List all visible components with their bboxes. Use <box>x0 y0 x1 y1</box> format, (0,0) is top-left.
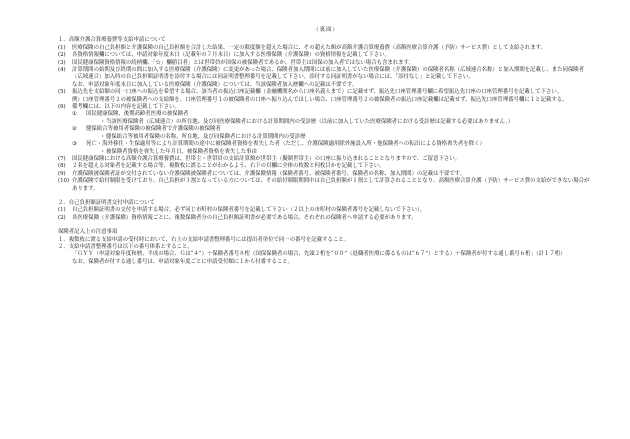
note-2-format: 「ＧＹＹ（申請対象年度和暦、平成の場合、Ｇは“４”）＋保険者番号８桁（国保保険者の場合、先頭２桁を“００”（退職者医療に係るものは“６７”）とする）＋保険者が付する通し番号６桁」（計１７桁） <box>72 251 566 258</box>
item-1-6-c-bullet <box>58 149 594 156</box>
section-2 <box>58 200 594 222</box>
item-1-3 <box>58 60 594 67</box>
item-text: 国民健康保険における高額介護合算療養費は、世帯主・世帯員の支給計算額が世帯主（擬制世帯主）の口座に振り込まれることとなりますので、ご留意下さい。 <box>72 155 461 162</box>
item-number: (1) <box>58 207 66 214</box>
item-text: 備考欄には、以下の内容を記載して下さい。 <box>72 104 180 111</box>
item-1-5-example: 例）口座管理番号２の被保険者への支給額を、口座管理番号１の被保険者の口座へ振り込んでほしい場合、口座管理番号２の被保険者の振込口座記載欄は記載せず、振込先口座管理番号欄に１と記載する。 <box>72 96 568 103</box>
item-number: (10) <box>58 178 70 185</box>
section-2-heading: ２．自己負担額証明書交付申請について <box>58 199 155 206</box>
item-1-6-c <box>58 141 594 148</box>
section-1-heading: １．高額介護合算療養費等支給申請について <box>58 37 166 44</box>
item-number: (4) <box>58 67 66 74</box>
page-title: （裏面） <box>313 27 339 33</box>
sub-text: 国民健康保険、後期高齢者医療の被保険者 <box>86 111 189 118</box>
item-number: (3) <box>58 59 66 66</box>
item-text: 振込先を支給額の同一口座への振込を希望する場合、該当者の振込口座記載欄（金融機関名から口座名義人まで）に記載せず、振込先口座管理番号欄に希望振込先口座の口座管理番号を記載して下さい。 <box>72 89 563 96</box>
item-number: (5) <box>58 89 66 96</box>
item-text: 医療保険の自己負担額と介護保険の自己負担額を合計した結果、一定の限度額を超えた場合に、その超えた額が高額介護合算療養費（高額医療合算介護（予防）サービス費）として支給されます。 <box>72 44 546 51</box>
bullet-mark: ・ <box>100 148 106 155</box>
item-number: (2) <box>58 214 66 221</box>
note-2-remark: なお、保険者が付する通し番号は、申請対象年度ごとに申請受付順に１から付番すること。 <box>72 258 294 265</box>
bullet-text: 被保険者資格を喪失した年月日、被保険者資格を喪失した事由 <box>106 148 257 155</box>
item-1-4 <box>58 67 594 82</box>
item-1-9 <box>58 171 594 178</box>
item-text: 各資格情報欄については、申請対象年度末日（記載年の７月末日）に加入する医療保険（介護保険）の資格情報を記載して下さい。 <box>72 52 390 59</box>
note-1: １．複数枚に渡る支給申請の受付時において、右上の支給申請書整理番号には提出者単位で同一の番号を記載すること。 <box>58 236 349 243</box>
sub-text: 健保組合等被用者保険の被保険者で介護保険の被保険者 <box>86 126 221 133</box>
bullet-text: 健保組合等被用者保険の名称、所在地、及び同保険者における計算期間内の受診歴 <box>106 133 306 140</box>
section-1 <box>58 37 594 193</box>
item-text: 国民健康保険資格情報の続柄欄、「☆」欄値目者」とは世帯員が国保の被保険者であるか、世帯主は国保の加入者ではない場合も含まれます。 <box>72 59 414 66</box>
item-2-2 <box>58 215 594 222</box>
bullet-text: 当該医療保険者（広域連合）の所在地、及び同医療保険者における計算期間内の受診歴（以前に加入していた医療保険者における受診歴は記載する必要はありません。） <box>106 118 514 125</box>
item-1-10 <box>58 178 594 193</box>
item-number: (9) <box>58 170 66 177</box>
sub-number: ① <box>72 111 77 118</box>
item-number: (6) <box>58 104 66 111</box>
item-text: 介護保険で給付制限を受けており、自己負担が３割となっている方については、その給付制限期間中は自己負担額が１割として計算されることとなり、高額医療合算介護（予防）サービス費の支給ができない場合があります。 <box>72 178 590 192</box>
item-1-6-a <box>58 111 594 118</box>
item-number: (8) <box>58 163 66 170</box>
item-text: 計算期間の始期及び終期の間に加入する医療保険（介護保険）に変更があった場合、保険者加入期間には前に加入していた医療保険（介護保険）の保険者名称（広域連合名称）と加入期間を記載し、また同保険者（広域連合）加入時の自己負担額証明書を添付する場合には同証明書整理番号を記載して下さい。添付する同証明書がない場合には、「添付なし」と記載して下さい。 <box>72 67 585 81</box>
item-number: (2) <box>58 52 66 59</box>
item-text: 各医療保険（介護保険）資格情報ごとに、複数保険者分の自己負担額証明書が必要である場合、それぞれの保険者へ申請する必要があります。 <box>72 214 417 221</box>
sub-text: 死亡・海外移住・生保適用等により計算期間の途中に被保険者資格を喪失した者（ただし、介護保険適用除外施設入所・他保険者への転出による資格喪失者を除く） <box>86 141 485 148</box>
sub-number: ③ <box>72 141 77 148</box>
item-number: (7) <box>58 155 66 162</box>
item-1-6-b <box>58 126 594 133</box>
sub-number: ② <box>72 126 77 133</box>
item-number: (1) <box>58 44 66 51</box>
section-3 <box>58 229 594 266</box>
item-1-6-b-bullet <box>58 134 594 141</box>
item-text: ２名を超える対象者を記載する場合等、複数枚に渡ることがわかるよう、右下の頁欄に全体の枚数と何枚目かを記載して下さい。 <box>72 163 385 170</box>
bullet-mark: ・ <box>100 133 106 140</box>
item-text: 介護保険被保険者証が交付されていない介護保険被保険者については、介護保険情報（保険者番号、被保険者番号、保険者の名称、加入期間）の記載は不要です。 <box>72 170 465 177</box>
item-1-8 <box>58 163 594 170</box>
note-2: ２．支給申請書整理番号は以下の番号体系とすること。 <box>58 243 193 250</box>
section-3-heading: 保険者記入上の注意事項 <box>58 229 118 236</box>
item-1-2 <box>58 52 594 59</box>
item-1-5 <box>58 89 594 96</box>
bullet-mark: ・ <box>100 118 106 125</box>
item-2-1 <box>58 207 594 214</box>
item-1-4-note: なお、申請対象年度末日に加入している医療保険（介護保険）については、当該保険者加入歴欄への記載は不要です。 <box>72 81 358 88</box>
item-text: 自己負担額証明書の交付を申請する場合、必ず同じ市町村の保険者番号を記載して下さい（２以上の市町村の保険者番号を記載しないで下さい）。 <box>72 207 426 214</box>
